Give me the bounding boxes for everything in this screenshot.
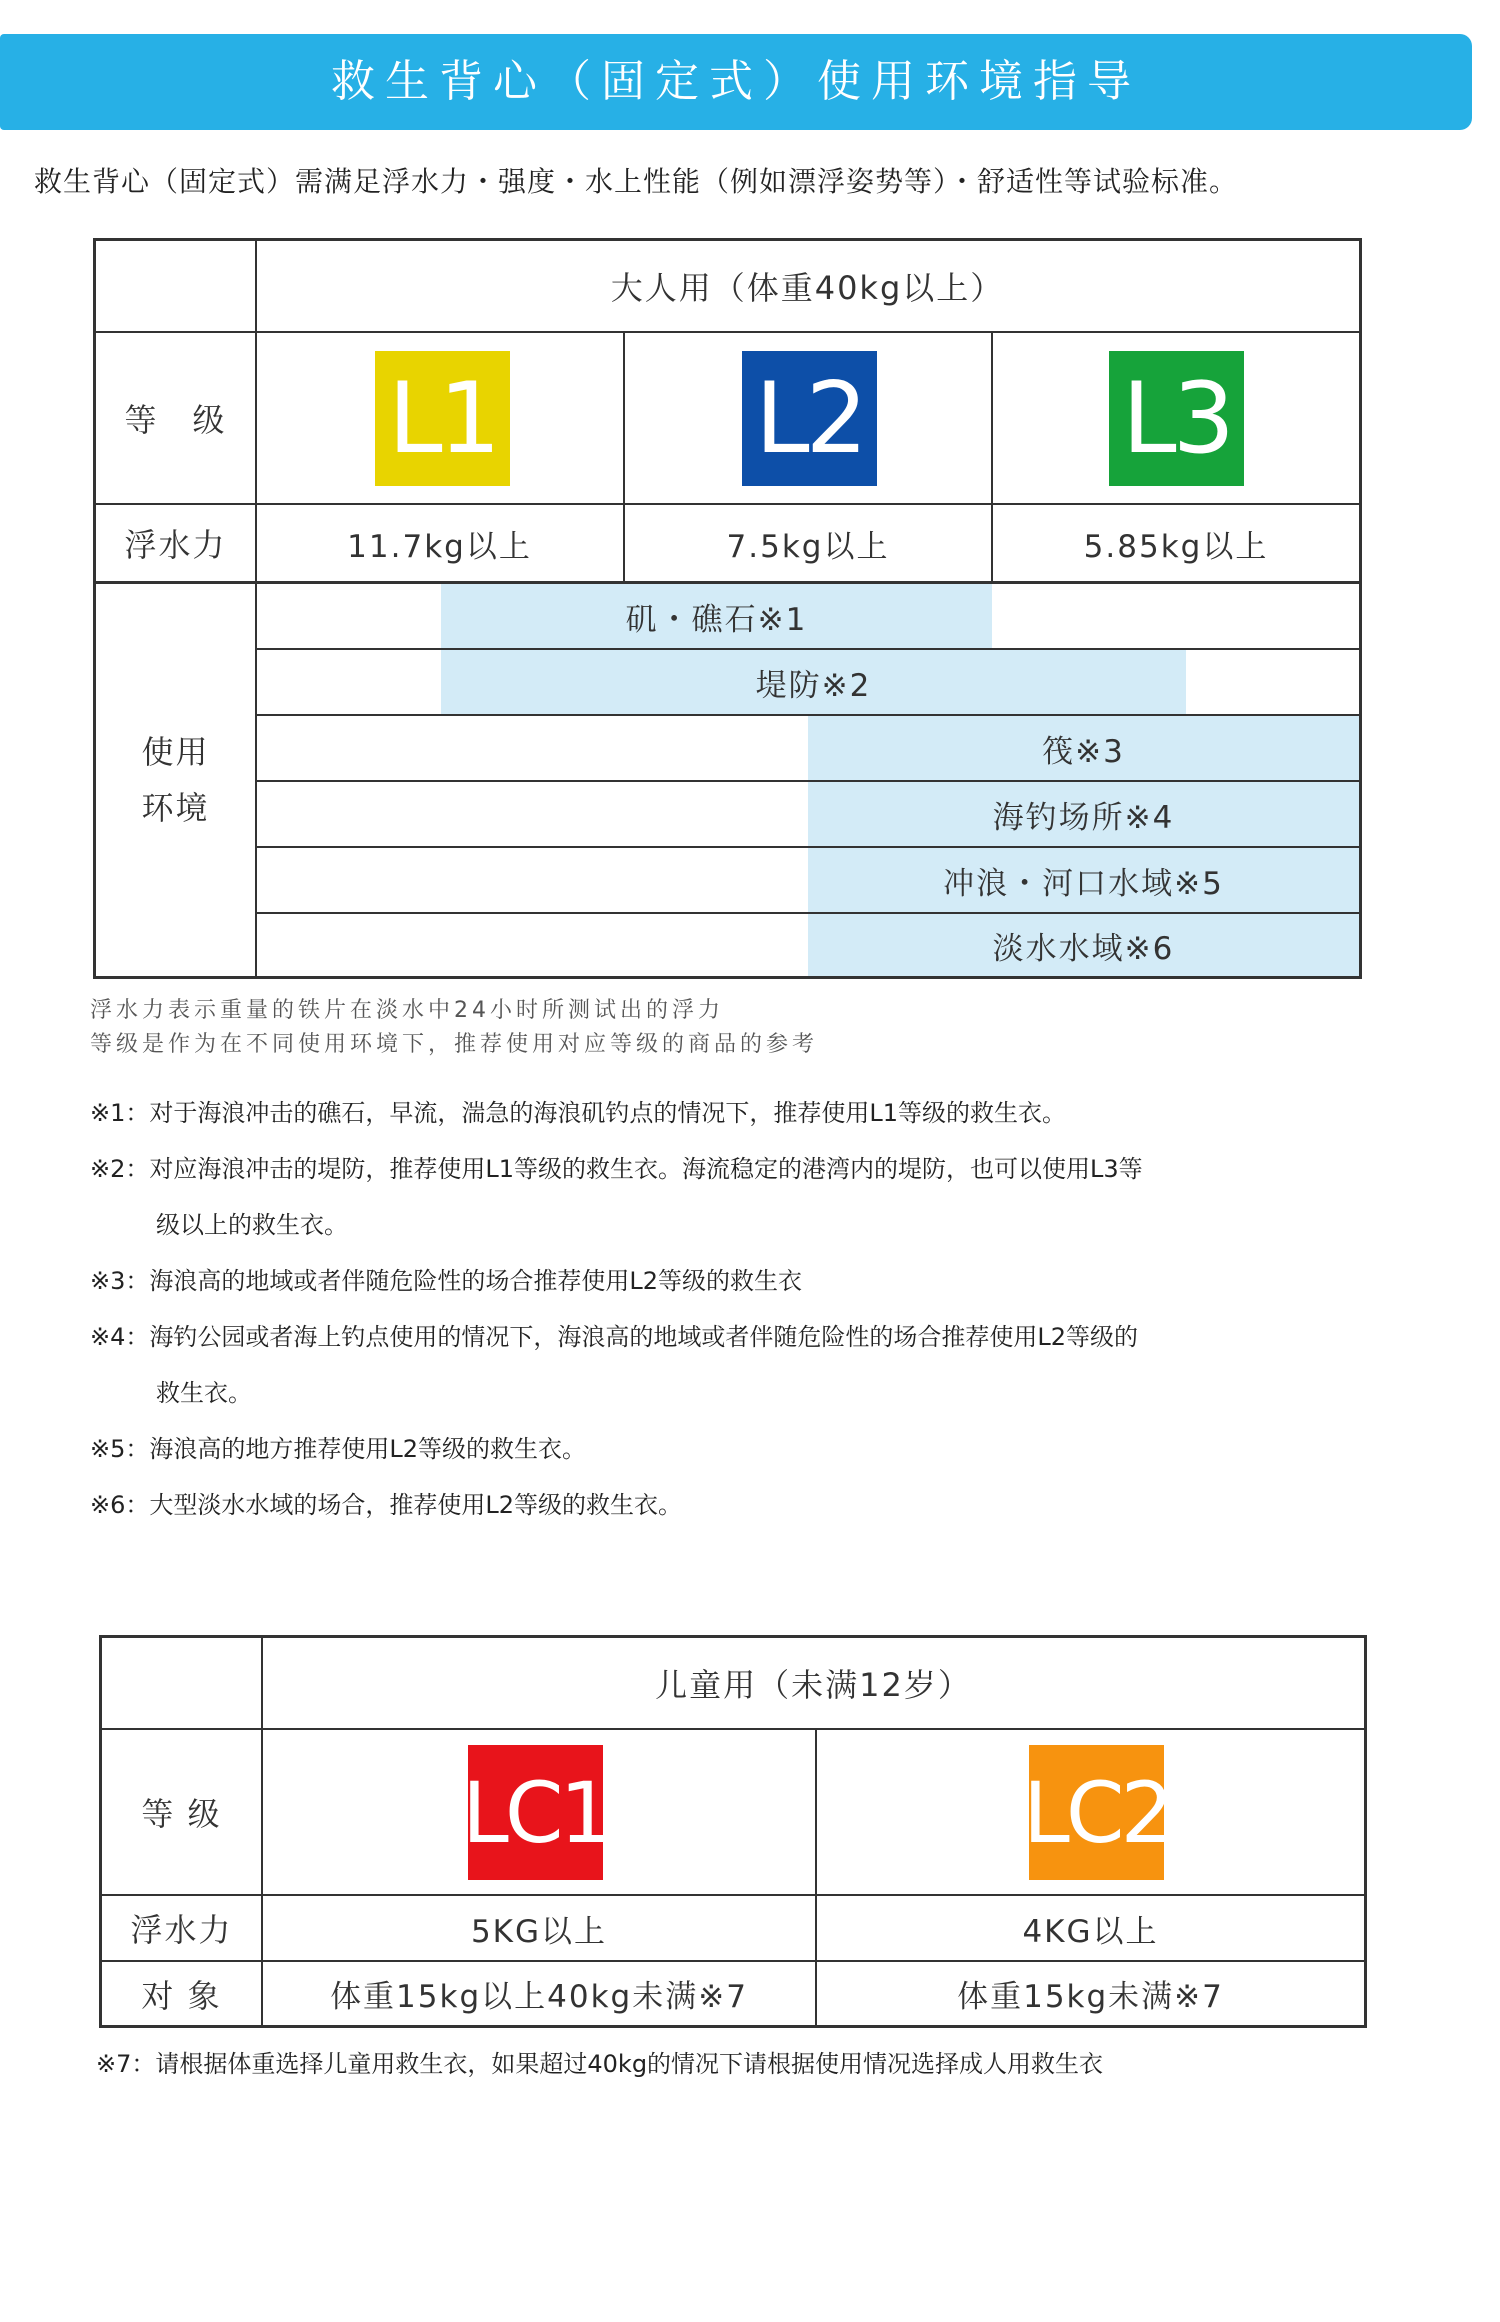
level-l3-buoyancy: 5.85kg以上 xyxy=(1083,528,1269,565)
level-l3-code: L3 xyxy=(1122,361,1231,476)
usage-label-line1: 使用 xyxy=(141,733,210,771)
level-l1-badge xyxy=(375,351,510,486)
level-l2-badge xyxy=(742,351,877,486)
level-lc2-code: LC2 xyxy=(1023,1763,1170,1862)
level-lc1-target: 体重15kg以上40kg未满※7 xyxy=(330,1979,748,2015)
child-target-label: 对 象 xyxy=(141,1976,222,2015)
level-lc1-badge xyxy=(462,1745,609,1880)
level-l1-code: L1 xyxy=(388,361,497,476)
footnote-4-cont: 救生衣。 xyxy=(156,1379,252,1407)
env-label-3: 筏※3 xyxy=(1042,733,1125,770)
buoyancy-label: 浮水力 xyxy=(124,526,227,564)
intro-text: 救生背心（固定式）需满足浮水力・强度・水上性能（例如漂浮姿势等）・舒适性等试验标准。 xyxy=(34,165,1239,198)
footnote-4: ※4：海钓公园或者海上钓点使用的情况下，海浪高的地域或者伴随危险性的场合推荐使用L2等级的 xyxy=(90,1323,1139,1351)
usage-label xyxy=(96,584,255,976)
note-buoyancy: 浮水力表示重量的铁片在淡水中24小时所测试出的浮力 xyxy=(90,998,724,1023)
level-lc2-badge xyxy=(1023,1745,1170,1880)
footnote-6: ※6：大型淡水水域的场合，推荐使用L2等级的救生衣。 xyxy=(90,1491,683,1519)
usage-label-line2: 环境 xyxy=(141,789,210,827)
child-table-header: 儿童用（未满12岁） xyxy=(655,1666,972,1704)
footnotes xyxy=(90,1085,1370,1533)
level-lc2-buoyancy: 4KG以上 xyxy=(1022,1913,1159,1950)
level-lc1-buoyancy: 5KG以上 xyxy=(470,1913,608,1950)
env-label-5: 冲浪・河口水域※5 xyxy=(943,865,1224,902)
env-label-6: 淡水水域※6 xyxy=(992,930,1175,967)
level-l1-buoyancy: 11.7kg以上 xyxy=(347,528,532,565)
child-grade-label: 等 级 xyxy=(141,1795,222,1833)
footnote-1: ※1：对于海浪冲击的礁石，早流，湍急的海浪矶钓点的情况下，推荐使用L1等级的救生衣。 xyxy=(90,1099,1067,1127)
footnote-2: ※2：对应海浪冲击的堤防，推荐使用L1等级的救生衣。海流稳定的港湾内的堤防，也可以使用L3等 xyxy=(90,1155,1143,1183)
env-label-4: 海钓场所※4 xyxy=(992,799,1175,836)
level-lc2-target: 体重15kg未满※7 xyxy=(957,1979,1224,2015)
level-lc1-code: LC1 xyxy=(462,1763,609,1862)
adult-table-header: 大人用（体重40kg以上） xyxy=(610,269,1005,307)
level-l2-buoyancy: 7.5kg以上 xyxy=(726,528,890,565)
level-l3-badge xyxy=(1109,351,1244,486)
level-l2-code: L2 xyxy=(755,361,864,476)
page-title: 救生背心（固定式）使用环境指导 xyxy=(331,56,1141,107)
footnote-2-cont: 级以上的救生衣。 xyxy=(156,1211,348,1239)
footnote-7: ※7：请根据体重选择儿童用救生衣，如果超过40kg的情况下请根据使用情况选择成人用救生衣 xyxy=(96,2050,1104,2078)
grade-label: 等 级 xyxy=(124,401,227,439)
note-grade: 等级是作为在不同使用环境下，推荐使用对应等级的商品的参考 xyxy=(90,1032,819,1057)
env-label-2: 堤防※2 xyxy=(755,667,872,704)
footnote-5: ※5：海浪高的地方推荐使用L2等级的救生衣。 xyxy=(90,1435,587,1463)
child-buoyancy-label: 浮水力 xyxy=(130,1911,233,1949)
footnote-3: ※3：海浪高的地域或者伴随危险性的场合推荐使用L2等级的救生衣 xyxy=(90,1267,803,1295)
env-label-1: 矶・礁石※1 xyxy=(625,601,808,638)
